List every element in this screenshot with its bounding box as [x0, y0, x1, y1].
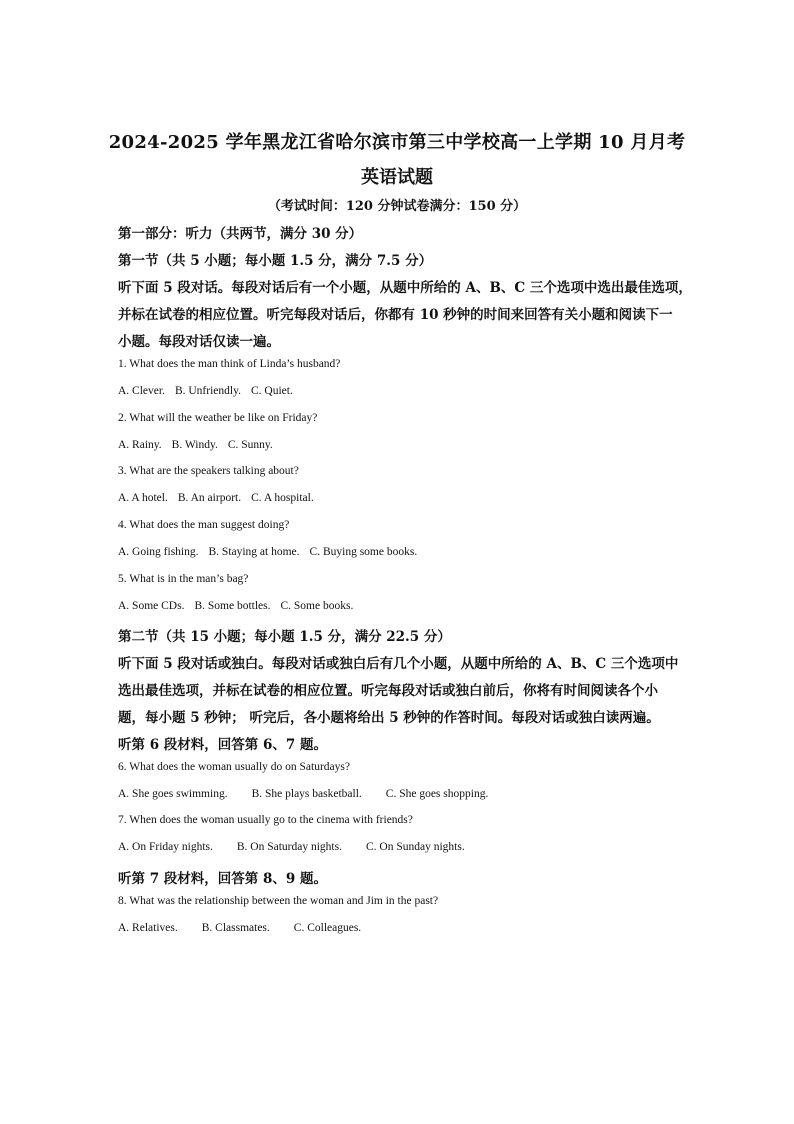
option-b: B. An airport.	[177, 492, 242, 504]
option-a: A. Relatives.	[118, 922, 178, 934]
part1-heading: 第一部分：听力（共两节，满分 30 分）	[118, 226, 363, 242]
material-7-heading: 听第 7 段材料，回答第 8、9 题。	[118, 871, 327, 887]
option-b: B. Unfriendly.	[174, 385, 241, 397]
option-c: C. She goes shopping.	[385, 788, 489, 800]
exam-subject: 英语试题	[361, 167, 433, 188]
section1-instruction-line: 听下面 5 段对话。每段对话后有一个小题，从题中所给的 A、B、C 三个选项中选出最佳选项，	[118, 280, 692, 296]
option-c: C. Quiet.	[250, 385, 293, 397]
question-8-options	[118, 922, 688, 934]
option-a: A. She goes swimming.	[118, 788, 228, 800]
question-7: 7. When does the woman usually go to the cinema with friends?	[118, 814, 413, 826]
question-4-options	[118, 546, 688, 558]
option-b: B. On Saturday nights.	[236, 841, 342, 853]
option-c: C. Sunny.	[227, 439, 273, 451]
section2-instruction-line: 题，每小题 5 秒钟； 听完后，各小题将给出 5 秒钟的作答时间。每段对话或独白读两遍。	[118, 710, 660, 726]
option-b: B. Some bottles.	[194, 600, 271, 612]
section1-instruction-line: 小题。每段对话仅读一遍。	[118, 334, 280, 350]
option-a: A. Rainy.	[118, 439, 162, 451]
question-3-options	[118, 492, 688, 504]
option-a: A. Going fishing.	[118, 546, 199, 558]
section2-instruction-line: 听下面 5 段对话或独白。每段对话或独白后有几个小题，从题中所给的 A、B、C 三个选项中	[118, 656, 679, 672]
question-7-options	[118, 841, 688, 853]
question-1-options	[118, 385, 688, 397]
section2-heading: 第二节（共 15 小题；每小题 1.5 分，满分 22.5 分）	[118, 629, 451, 645]
question-1: 1. What does the man think of Linda’s husband?	[118, 358, 341, 370]
question-6: 6. What does the woman usually do on Saturdays?	[118, 761, 350, 773]
question-5-options	[118, 600, 688, 612]
question-4: 4. What does the man suggest doing?	[118, 519, 290, 531]
question-8: 8. What was the relationship between the woman and Jim in the past?	[118, 895, 439, 907]
option-a: A. Clever.	[118, 385, 165, 397]
option-b: B. Windy.	[171, 439, 218, 451]
option-a: A. A hotel.	[118, 492, 168, 504]
section1-heading: 第一节（共 5 小题；每小题 1.5 分，满分 7.5 分）	[118, 253, 433, 269]
question-2-options	[118, 439, 688, 451]
option-b: B. Staying at home.	[208, 546, 300, 558]
option-c: C. Colleagues.	[293, 922, 362, 934]
material-6-heading: 听第 6 段材料，回答第 6、7 题。	[118, 737, 327, 753]
exam-title: 2024-2025 学年黑龙江省哈尔滨市第三中学校高一上学期 10 月月考	[108, 132, 686, 153]
option-b: B. She plays basketball.	[251, 788, 362, 800]
question-6-options	[118, 788, 688, 800]
option-c: C. Buying some books.	[309, 546, 418, 558]
section2-instruction-line: 选出最佳选项，并标在试卷的相应位置。听完每段对话或独白前后，你将有时间阅读各个小	[118, 683, 658, 699]
option-a: A. On Friday nights.	[118, 841, 213, 853]
option-c: C. Some books.	[280, 600, 354, 612]
question-5: 5. What is in the man’s bag?	[118, 573, 249, 585]
option-c: C. A hospital.	[251, 492, 314, 504]
exam-info: （考试时间：120 分钟试卷满分：150 分）	[267, 199, 527, 214]
option-a: A. Some CDs.	[118, 600, 185, 612]
option-c: C. On Sunday nights.	[365, 841, 465, 853]
option-b: B. Classmates.	[201, 922, 270, 934]
question-3: 3. What are the speakers talking about?	[118, 465, 299, 477]
question-2: 2. What will the weather be like on Friday?	[118, 412, 318, 424]
section1-instruction-line: 并标在试卷的相应位置。听完每段对话后，你都有 10 秒钟的时间来回答有关小题和阅读下一	[118, 307, 673, 323]
